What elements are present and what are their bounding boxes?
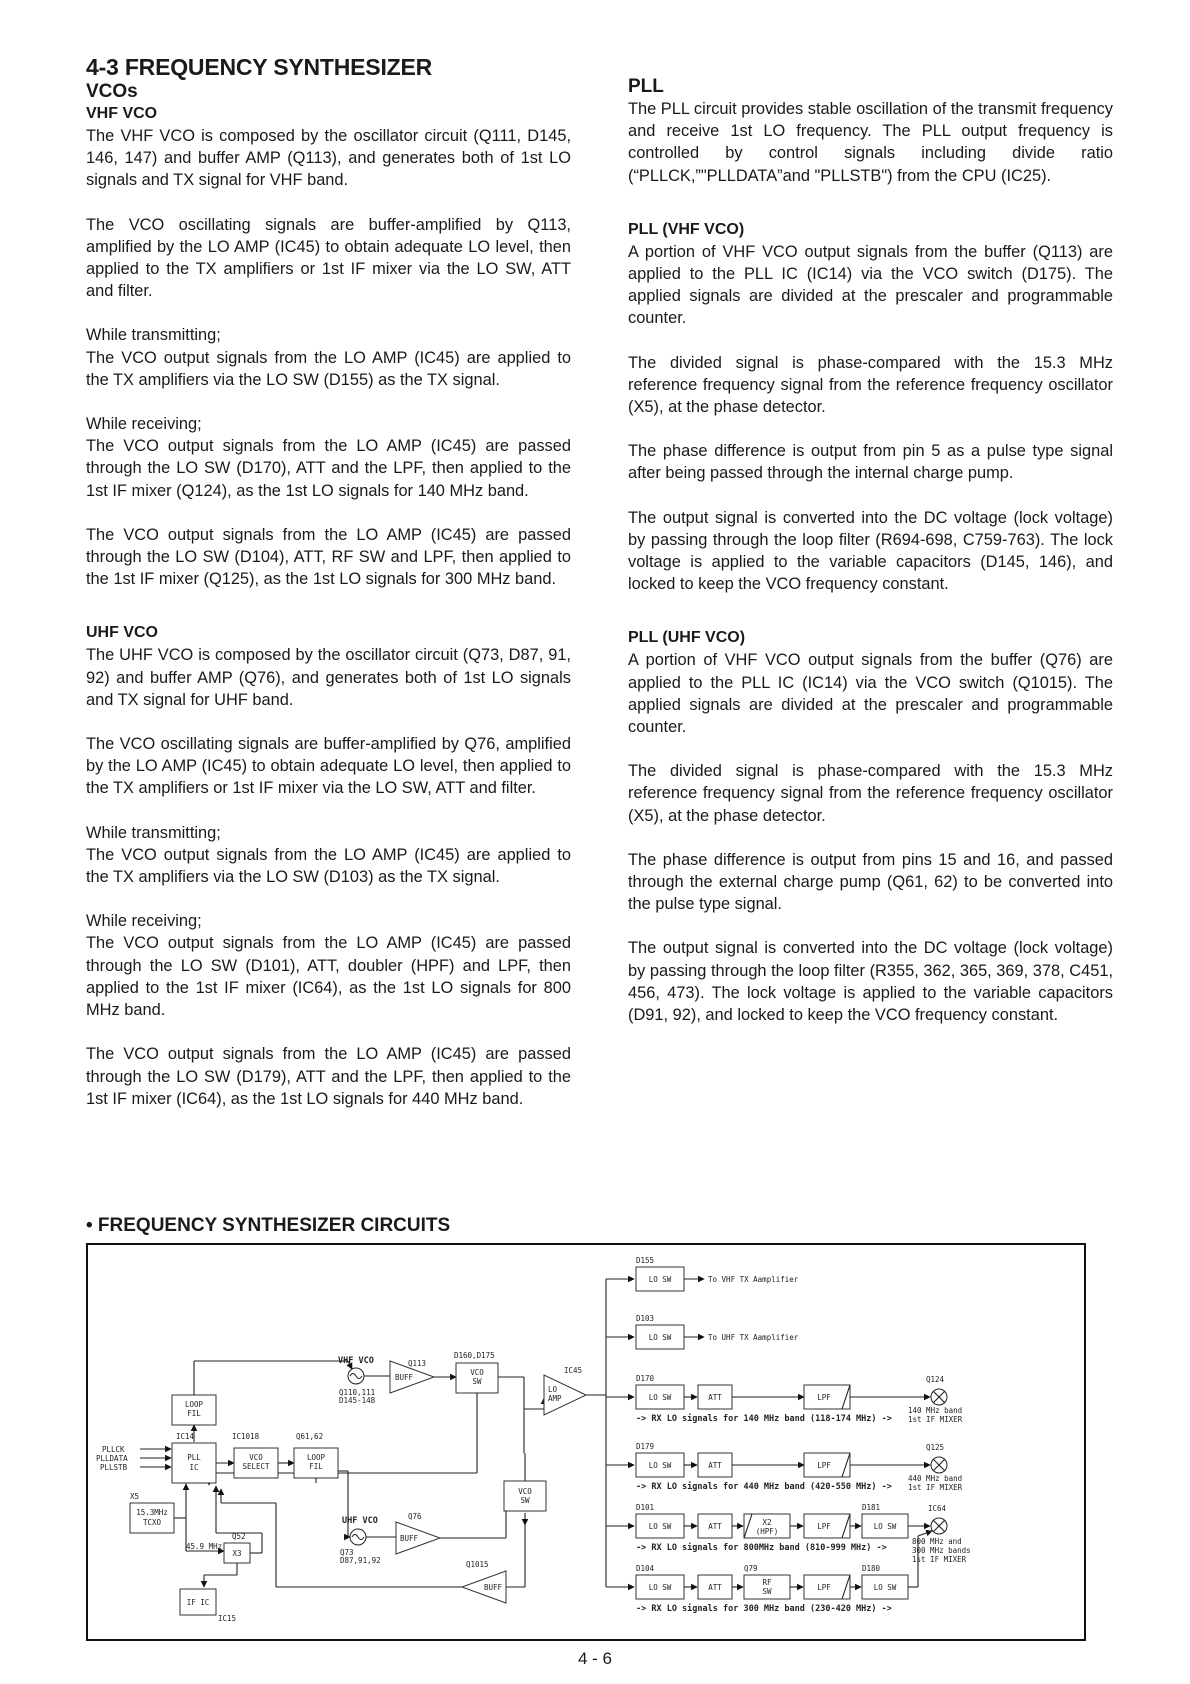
q1015-label: Q1015 <box>466 1560 489 1569</box>
pll-ic-line2: IC <box>189 1463 199 1472</box>
page-title: 4-3 FREQUENCY SYNTHESIZER <box>86 54 433 80</box>
uhf-receiving-440-paragraph: The VCO output signals from the LO AMP (IC45) are passed through the LO SW (D179), ATT and the LPF, then applied to the 1st IF mixer (IC64), as the 1st LO signals for 440 MHz band. <box>86 1045 571 1108</box>
vco-select-line1: VCO <box>249 1453 263 1462</box>
label-d181: D181 <box>862 1503 881 1512</box>
lpf-140-label: LPF <box>817 1393 831 1402</box>
frequency-synthesizer-diagram <box>86 1243 1086 1641</box>
lo-sw-d181-label: LO SW <box>873 1522 897 1531</box>
mixer-140-line2: 1st IF MIXER <box>908 1415 963 1424</box>
vhf-vco-heading: VHF VCO <box>86 105 158 122</box>
mixer-q124-symbol <box>931 1389 947 1405</box>
uhf-vco-buffer-paragraph: The VCO oscillating signals are buffer-amplified by Q76, amplified by the LO AMP (IC45) to obtain adequate LO level, then applied to the TX amplifiers or 1st IF mixer via the LO SW, ATT and filter. <box>86 735 571 798</box>
lpf-800-label: LPF <box>817 1522 831 1531</box>
rx-800-label: -> RX LO signals for 800MHz band (810-999 MHz) -> <box>636 1543 887 1553</box>
vhf-receiving-label: While receiving; <box>86 415 202 434</box>
rf-sw-line2: SW <box>762 1587 772 1596</box>
lo-sw-d103-label: LO SW <box>648 1333 672 1342</box>
label-d104: D104 <box>636 1564 655 1573</box>
vco-select-line2: SELECT <box>242 1462 270 1471</box>
pll-uhf-paragraph-4: The output signal is converted into the DC voltage (lock voltage) by passing through the loop filter (R355, 362, 365, 369, 378, C451, 456, 473). The lock voltage is applied to the variable capacitors (D91, 92), and locked to keep the VCO frequency constant. <box>628 939 1113 1025</box>
label-d103: D103 <box>636 1314 655 1323</box>
q76-label: Q76 <box>408 1512 422 1521</box>
rf-sw-line1: RF <box>762 1578 772 1587</box>
q73-label: Q73 <box>340 1548 354 1557</box>
att-140-label: ATT <box>708 1393 722 1402</box>
q61-62-label: Q61,62 <box>296 1432 324 1441</box>
mixer-800-line1: 800 MHz and <box>912 1537 962 1546</box>
label-d179: D179 <box>636 1442 655 1451</box>
mixer-440-line1: 440 MHz band <box>908 1474 963 1483</box>
vhf-oscillator-symbol <box>348 1368 364 1384</box>
uhf-transmitting-paragraph: The VCO output signals from the LO AMP (IC45) are applied to the TX amplifiers via the LO SW (D103) as the TX signal. <box>86 845 571 887</box>
lpf-440-label: LPF <box>817 1461 831 1470</box>
d145-148-label: D145-148 <box>339 1396 376 1405</box>
uhf-vco-heading: UHF VCO <box>86 624 158 642</box>
uhf-receiving-800-paragraph: The VCO output signals from the LO AMP (IC45) are passed through the LO SW (D101), ATT, doubler (HPF) and LPF, then applied to the 1st IF mixer (IC64), as the 1st LO signals for 800 MHz band. <box>86 934 571 1020</box>
ic1018-label: IC1018 <box>232 1432 260 1441</box>
mixer-ic64-symbol <box>931 1518 947 1534</box>
lo-sw-d155-label: LO SW <box>648 1275 672 1284</box>
label-d170: D170 <box>636 1374 655 1383</box>
lo-sw-d170-label: LO SW <box>648 1393 672 1402</box>
mixer-140-line1: 140 MHz band <box>908 1406 963 1415</box>
d87-91-92-label: D87,91,92 <box>340 1556 381 1565</box>
pll-vhf-heading: PLL (VHF VCO) <box>628 220 745 238</box>
doubler-line1: X2 <box>762 1518 772 1527</box>
att-300-label: ATT <box>708 1583 722 1592</box>
loop-fil-vhf-line2: FIL <box>187 1409 201 1418</box>
label-d155: D155 <box>636 1256 655 1265</box>
buffer-q76-label: BUFF <box>400 1534 419 1543</box>
vhf-vco-paragraph: The VHF VCO is composed by the oscillator circuit (Q111, D145, 146, 147) and buffer AMP (Q113), and generates both of 1st LO signals and TX signal for VHF band. <box>86 127 571 190</box>
q52-label: Q52 <box>232 1532 246 1541</box>
label-q125: Q125 <box>926 1443 945 1452</box>
uhf-receiving-label: While receiving; <box>86 912 202 931</box>
pll-vhf-paragraph-3: The phase difference is output from pin 5 as a pulse type signal after being passed through the internal charge pump. <box>628 442 1113 483</box>
lo-amp-line2: AMP <box>548 1394 562 1403</box>
doubler-line2: (HPF) <box>755 1527 779 1536</box>
lo-sw-d179-label: LO SW <box>648 1461 672 1470</box>
vhf-vco-label: VHF VCO <box>338 1356 374 1366</box>
pllck-label: PLLCK <box>102 1445 125 1454</box>
q110-111-label: Q110,111 <box>339 1388 376 1397</box>
vco-sw-d102-line1: VCO <box>518 1487 532 1496</box>
rx-440-label: -> RX LO signals for 440 MHz band (420-550 MHz) -> <box>636 1482 892 1492</box>
mixer-800-line3: 1st IF MIXER <box>912 1555 967 1564</box>
att-440-label: ATT <box>708 1461 722 1470</box>
ic14-label: IC14 <box>176 1432 195 1441</box>
label-ic64: IC64 <box>928 1504 947 1513</box>
tcxo-line2: TCXO <box>142 1518 162 1527</box>
tcxo-line1: 15.3MHz <box>136 1508 168 1517</box>
pll-uhf-heading: PLL (UHF VCO) <box>628 629 746 647</box>
q113-label: Q113 <box>408 1359 427 1368</box>
label-d101: D101 <box>636 1503 655 1512</box>
pll-heading: PLL <box>628 76 664 97</box>
pll-vhf-paragraph-4: The output signal is converted into the DC voltage (lock voltage) by passing through the loop filter (R694-698, C759-763). The lock voltage is applied to the variable capacitors (D145, 146), and locked to keep the VCO frequency constant. <box>628 508 1113 594</box>
right-column <box>628 76 1113 1026</box>
if-ic-label: IF IC <box>186 1598 210 1607</box>
pll-uhf-paragraph-3: The phase difference is output from pins 15 and 16, and passed through the external charge pump (Q61, 62) to be converted into the pulse type signal. <box>628 850 1113 914</box>
pll-uhf-paragraph-1: A portion of VHF VCO output signals from the buffer (Q76) are applied to the PLL IC (IC14) via the VCO switch (Q1015). The applied signals are divided at the prescaler and programmable counter. <box>628 651 1113 737</box>
buffer-q1015-label: BUFF <box>484 1583 503 1592</box>
vco-sw-line2: SW <box>472 1377 482 1386</box>
mixer-800-line2: 300 MHz bands <box>912 1546 971 1555</box>
d160-d175-label: D160,D175 <box>454 1351 495 1360</box>
vhf-transmitting-label: While transmitting; <box>86 326 221 345</box>
vcos-heading: VCOs <box>86 81 138 102</box>
att-800-label: ATT <box>708 1522 722 1531</box>
pllstb-label: PLLSTB <box>100 1463 128 1472</box>
page-number: 4 - 6 <box>577 1649 613 1668</box>
plldata-label: PLLDATA <box>96 1454 128 1463</box>
vco-sw-line1: VCO <box>470 1368 484 1377</box>
circuits-heading: • FREQUENCY SYNTHESIZER CIRCUITS <box>86 1215 451 1236</box>
lo-sw-d104-label: LO SW <box>648 1583 672 1592</box>
to-vhf-tx-label: To VHF TX Aamplifier <box>708 1275 799 1284</box>
uhf-vco-paragraph: The UHF VCO is composed by the oscillator circuit (Q73, D87, 91, 92) and buffer AMP (Q76), and generates both of 1st LO signals and TX signal for UHF band. <box>86 646 571 709</box>
pll-vhf-paragraph-1: A portion of VHF VCO output signals from the buffer (Q113) are applied to the PLL IC (IC14) via the VCO switch (D175). The applied signals are divided at the prescaler and programmable counter. <box>628 242 1113 328</box>
rx-140-label: -> RX LO signals for 140 MHz band (118-174 MHz) -> <box>636 1414 892 1424</box>
x5-label: X5 <box>130 1492 140 1501</box>
pll-paragraph: The PLL circuit provides stable oscillation of the transmit frequency and receive 1st LO frequency. The PLL output frequency is controlled by control signals including divide ratio (“PLLCK,”"PLLDATA”and "PLLSTB") from the CPU (IC25). <box>628 100 1113 185</box>
vco-sw-d102-line2: SW <box>520 1496 530 1505</box>
freq-45-9-label: 45.9 MHz <box>186 1542 223 1551</box>
uhf-oscillator-symbol <box>350 1529 366 1545</box>
diagram-frame <box>87 1244 1085 1640</box>
lo-sw-d180-label: LO SW <box>873 1583 897 1592</box>
ic15-label: IC15 <box>218 1614 237 1623</box>
pll-ic-line1: PLL <box>187 1453 201 1462</box>
label-d180: D180 <box>862 1564 881 1573</box>
loop-fil-vhf-line1: LOOP <box>184 1400 204 1409</box>
buffer-q113-label: BUFF <box>395 1373 414 1382</box>
uhf-vco-label: UHF VCO <box>342 1516 378 1526</box>
lpf-300-label: LPF <box>817 1583 831 1592</box>
lo-sw-d101-label: LO SW <box>648 1522 672 1531</box>
loop-fil-uhf-line1: LOOP <box>306 1453 326 1462</box>
multiplier-label: X3 <box>232 1549 242 1558</box>
lo-amp-line1: LO <box>548 1385 558 1394</box>
uhf-transmitting-label: While transmitting; <box>86 823 221 842</box>
mixer-440-line2: 1st IF MIXER <box>908 1483 963 1492</box>
to-uhf-tx-label: To UHF TX Aamplifier <box>708 1333 799 1342</box>
left-column <box>86 54 571 1110</box>
vhf-transmitting-paragraph: The VCO output signals from the LO AMP (IC45) are applied to the TX amplifiers via the LO SW (D155) as the TX signal. <box>86 348 571 389</box>
rx-300-label: -> RX LO signals for 300 MHz band (230-420 MHz) -> <box>636 1604 892 1614</box>
pll-uhf-paragraph-2: The divided signal is phase-compared with the 15.3 MHz reference frequency signal from the reference frequency oscillator (X5), at the phase detector. <box>628 762 1113 825</box>
vhf-receiving-140-paragraph: The VCO output signals from the LO AMP (IC45) are passed through the LO SW (D170), ATT and the LPF, then applied to the 1st IF mixer (Q124), as the 1st LO signals for 140 MHz band. <box>86 437 571 500</box>
loop-fil-uhf-line2: FIL <box>309 1462 323 1471</box>
vhf-receiving-300-paragraph: The VCO output signals from the LO AMP (IC45) are passed through the LO SW (D104), ATT, RF SW and LPF, then applied to the 1st IF mixer (Q125), as the 1st LO signals for 300 MHz band. <box>86 525 571 589</box>
label-q79: Q79 <box>744 1564 758 1573</box>
mixer-q125-symbol <box>931 1457 947 1473</box>
pll-vhf-paragraph-2: The divided signal is phase-compared with the 15.3 MHz reference frequency signal from the reference frequency oscillator (X5), at the phase detector. <box>628 353 1113 417</box>
vhf-vco-buffer-paragraph: The VCO oscillating signals are buffer-amplified by Q113, amplified by the LO AMP (IC45) to obtain adequate LO level, then applied to the TX amplifiers or 1st IF mixer via the LO SW, ATT and filter. <box>86 215 571 301</box>
ic45-label: IC45 <box>564 1366 583 1375</box>
label-q124: Q124 <box>926 1375 945 1384</box>
